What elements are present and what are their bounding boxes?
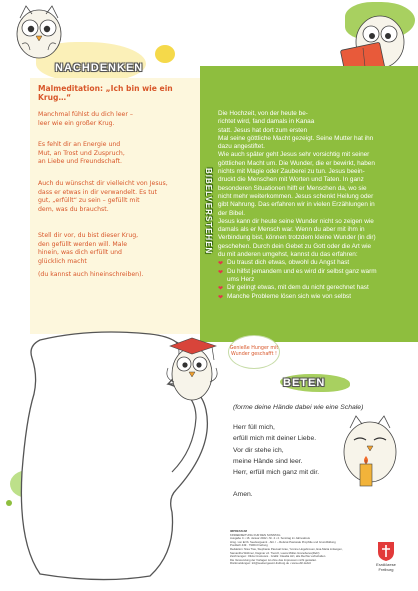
meditation-line: Auch du wünschst dir vielleicht von Jesus,: [38, 180, 168, 187]
imprint-line: Redaktion: Nisa Tras, Stephanie Pascual Grau, Yvonne Hogebrouen, Eva-Maria Linkeigen,: [230, 547, 343, 551]
bibelverstehen-line: göttlichen Macht um. Die Wunder, die er bewirkt, haben: [218, 159, 375, 167]
example-list-item: [218, 284, 410, 292]
bibelverstehen-line: dazu angestiftet.: [218, 143, 265, 151]
bibelverstehen-line: nicht mehr weiterkommen. Jesus schenkt Heilung oder: [218, 192, 374, 200]
meditation-line: gut, „erfüllt“ zu sein – gefüllt mit: [38, 197, 140, 204]
imprint-line: Postfach 449 · 79004 Freiburg: [230, 544, 268, 548]
bibelverstehen-line: geschehen. Durch dein Gebet zu Gott oder die Art wie: [218, 242, 372, 250]
meditation-line: Es fehlt dir an Energie und: [38, 141, 121, 148]
bibelverstehen-line: druckt die Menschen mit Worten und Taten. In ganz: [218, 176, 364, 184]
meditation-line: glücklich macht: [38, 257, 87, 265]
graduation-owl-illustration: [160, 318, 224, 408]
yellow-splash-decoration: [155, 45, 175, 63]
owl-illustration: [8, 0, 70, 62]
erzdioezese-logo-icon: [376, 540, 396, 562]
prayer-instruction: (forme deine Hände dabei wie eine Schale): [233, 404, 364, 411]
prayer-line: Amen.: [233, 491, 253, 499]
meditation-paragraph: [38, 111, 188, 128]
heart-bullet-icon: ❤: [218, 286, 224, 293]
imprint-line: Hrsg. von Erzb. Seelsorgeamt · Abt. I – Referat Pastorale Prophilie und Grundbildung: [230, 540, 336, 544]
bibelverstehen-line: gibt Nahrung. Das erfahren wir in vielen Erzählungen in: [218, 201, 375, 209]
prayer-line: erfüll mich mit deiner Liebe.: [233, 435, 317, 443]
meditation-paragraph: [38, 141, 188, 167]
meditation-line: leer wie ein großer Krug.: [38, 119, 115, 127]
bibelverstehen-line: Die Hochzeit, von der heute be-: [218, 110, 308, 117]
imprint-line: Ausgabe C • 16. Januar 2022 • Nr. 4 • 2. Sonntag im Jahreskreis: [230, 537, 310, 541]
nachdenken-header: NACHDENKEN: [55, 62, 144, 74]
prayer-line: Herr, erfüll mich ganz mit dir.: [233, 469, 320, 477]
examples-list: [218, 259, 410, 300]
imprint-line: Samantha Widtmer, Dagmar vd. Trench, Laura Müller-Granoberes(ReN): [230, 551, 320, 555]
meditation-line: Stell dir vor, du bist dieser Krug,: [38, 232, 139, 239]
imprint-line: Zeichnungen: Olivia Crestoreis · Grafik: Claudia Hirt, alle Rechte vorbehalten.: [230, 555, 327, 559]
meditation-line: den gefüllt werden will. Male: [38, 240, 128, 248]
example-list-item: [218, 259, 410, 267]
bibelverstehen-line: nichts mit Magie oder Zauberei zu tun. Jesus beein-: [218, 168, 365, 176]
bubble-line: Genieße Hunger mit: [229, 346, 279, 351]
heart-bullet-icon: ❤: [218, 261, 224, 268]
bubble-line: Wunder geschafft !: [231, 352, 277, 357]
imprint: [230, 530, 358, 566]
imprint-line: KINDERZEITUNG FÜR DEN SONNTAG: [230, 533, 281, 537]
owl-with-candle-illustration: [334, 398, 414, 498]
example-text: Dir gelingt etwas, mit dem du nicht gerechnet hast: [227, 284, 369, 292]
bibelverstehen-line: besonderen Situationen hilft er Menschen da, wo sie: [218, 184, 367, 192]
imprint-line: Rückmeldungen: kiz@seelsorgeamt-freiburg.de • www.ebfr.de/kiz: [230, 562, 312, 566]
prayer-line: Vor dir stehe ich,: [233, 446, 284, 454]
meditation-paragraph: [38, 232, 188, 280]
meditation-line: hinein, was dich erfüllt und: [38, 249, 122, 256]
beten-header: BETEN: [283, 377, 326, 389]
speech-bubble: [228, 335, 280, 369]
imprint-line: Die Verwendung der Vorlagen ist ohne das Impressum nicht gestattet.: [230, 558, 317, 562]
meditation-paragraph: [38, 180, 188, 214]
meditation-line: an Liebe und Freundschaft.: [38, 158, 122, 165]
example-text: ums Herz: [227, 275, 255, 283]
bibelverstehen-line: damals als er Mensch war. Wenn du aber mit ihm in: [218, 226, 365, 234]
malmeditation-title: Malmeditation: „Ich bin wie ein Krug…“: [38, 84, 173, 102]
meditation-line: Mut, an Trost und Zuspruch,: [38, 149, 125, 157]
example-text: Du traust dich etwas, obwohl du Angst hast: [227, 259, 350, 267]
meditation-line: Manchmal fühlst du dich leer –: [38, 111, 133, 118]
prayer-line: Herr füll mich,: [233, 424, 275, 431]
example-list-item: [218, 268, 410, 285]
bibelverstehen-label: BIBELVERSTEHEN: [204, 168, 213, 255]
prayer-line: meine Hände sind leer.: [233, 457, 303, 465]
meditation-line: dem, was du brauchst.: [38, 205, 109, 213]
example-text: Du hilfst jemandem und es wird dir selbst ganz warm: [227, 267, 377, 275]
example-list-item: [218, 293, 410, 301]
bibelverstehen-line: Wie auch später geht Jesus sehr vorsichtig mit seiner: [218, 151, 370, 159]
bibelverstehen-line: richtet wird, fand damals in Kanaa: [218, 118, 315, 126]
bibelverstehen-line: Verbindung bist, können trotzdem kleine Wunder (in dir): [218, 234, 376, 242]
example-text: Manche Probleme lösen sich wie von selbst: [227, 292, 351, 300]
heart-bullet-icon: ❤: [218, 269, 224, 276]
imprint-line: IMPRESSUM: [230, 530, 247, 533]
bibelverstehen-line: du mit anderen umgehst, kannst du das erfahren:: [218, 251, 358, 259]
bibelverstehen-line: der Bibel.: [218, 209, 245, 217]
heart-bullet-icon: ❤: [218, 294, 224, 301]
bibelverstehen-line: Jesus kann dir heute seine Wunder nicht so zeigen wie: [218, 217, 374, 225]
bibelverstehen-text: [218, 110, 410, 301]
meditation-line: (du kannst auch hineinschreiben).: [38, 271, 144, 278]
bibelverstehen-line: statt. Jesus hat dort zum ersten: [218, 126, 308, 134]
meditation-line: dass er etwas in dir verwandelt. Es tut: [38, 188, 157, 196]
bibelverstehen-line: Mal seine göttliche Macht gezeigt. Seine Mutter hat ihn: [218, 134, 374, 142]
logo-text: Erzdiözese Freiburg: [376, 562, 396, 572]
